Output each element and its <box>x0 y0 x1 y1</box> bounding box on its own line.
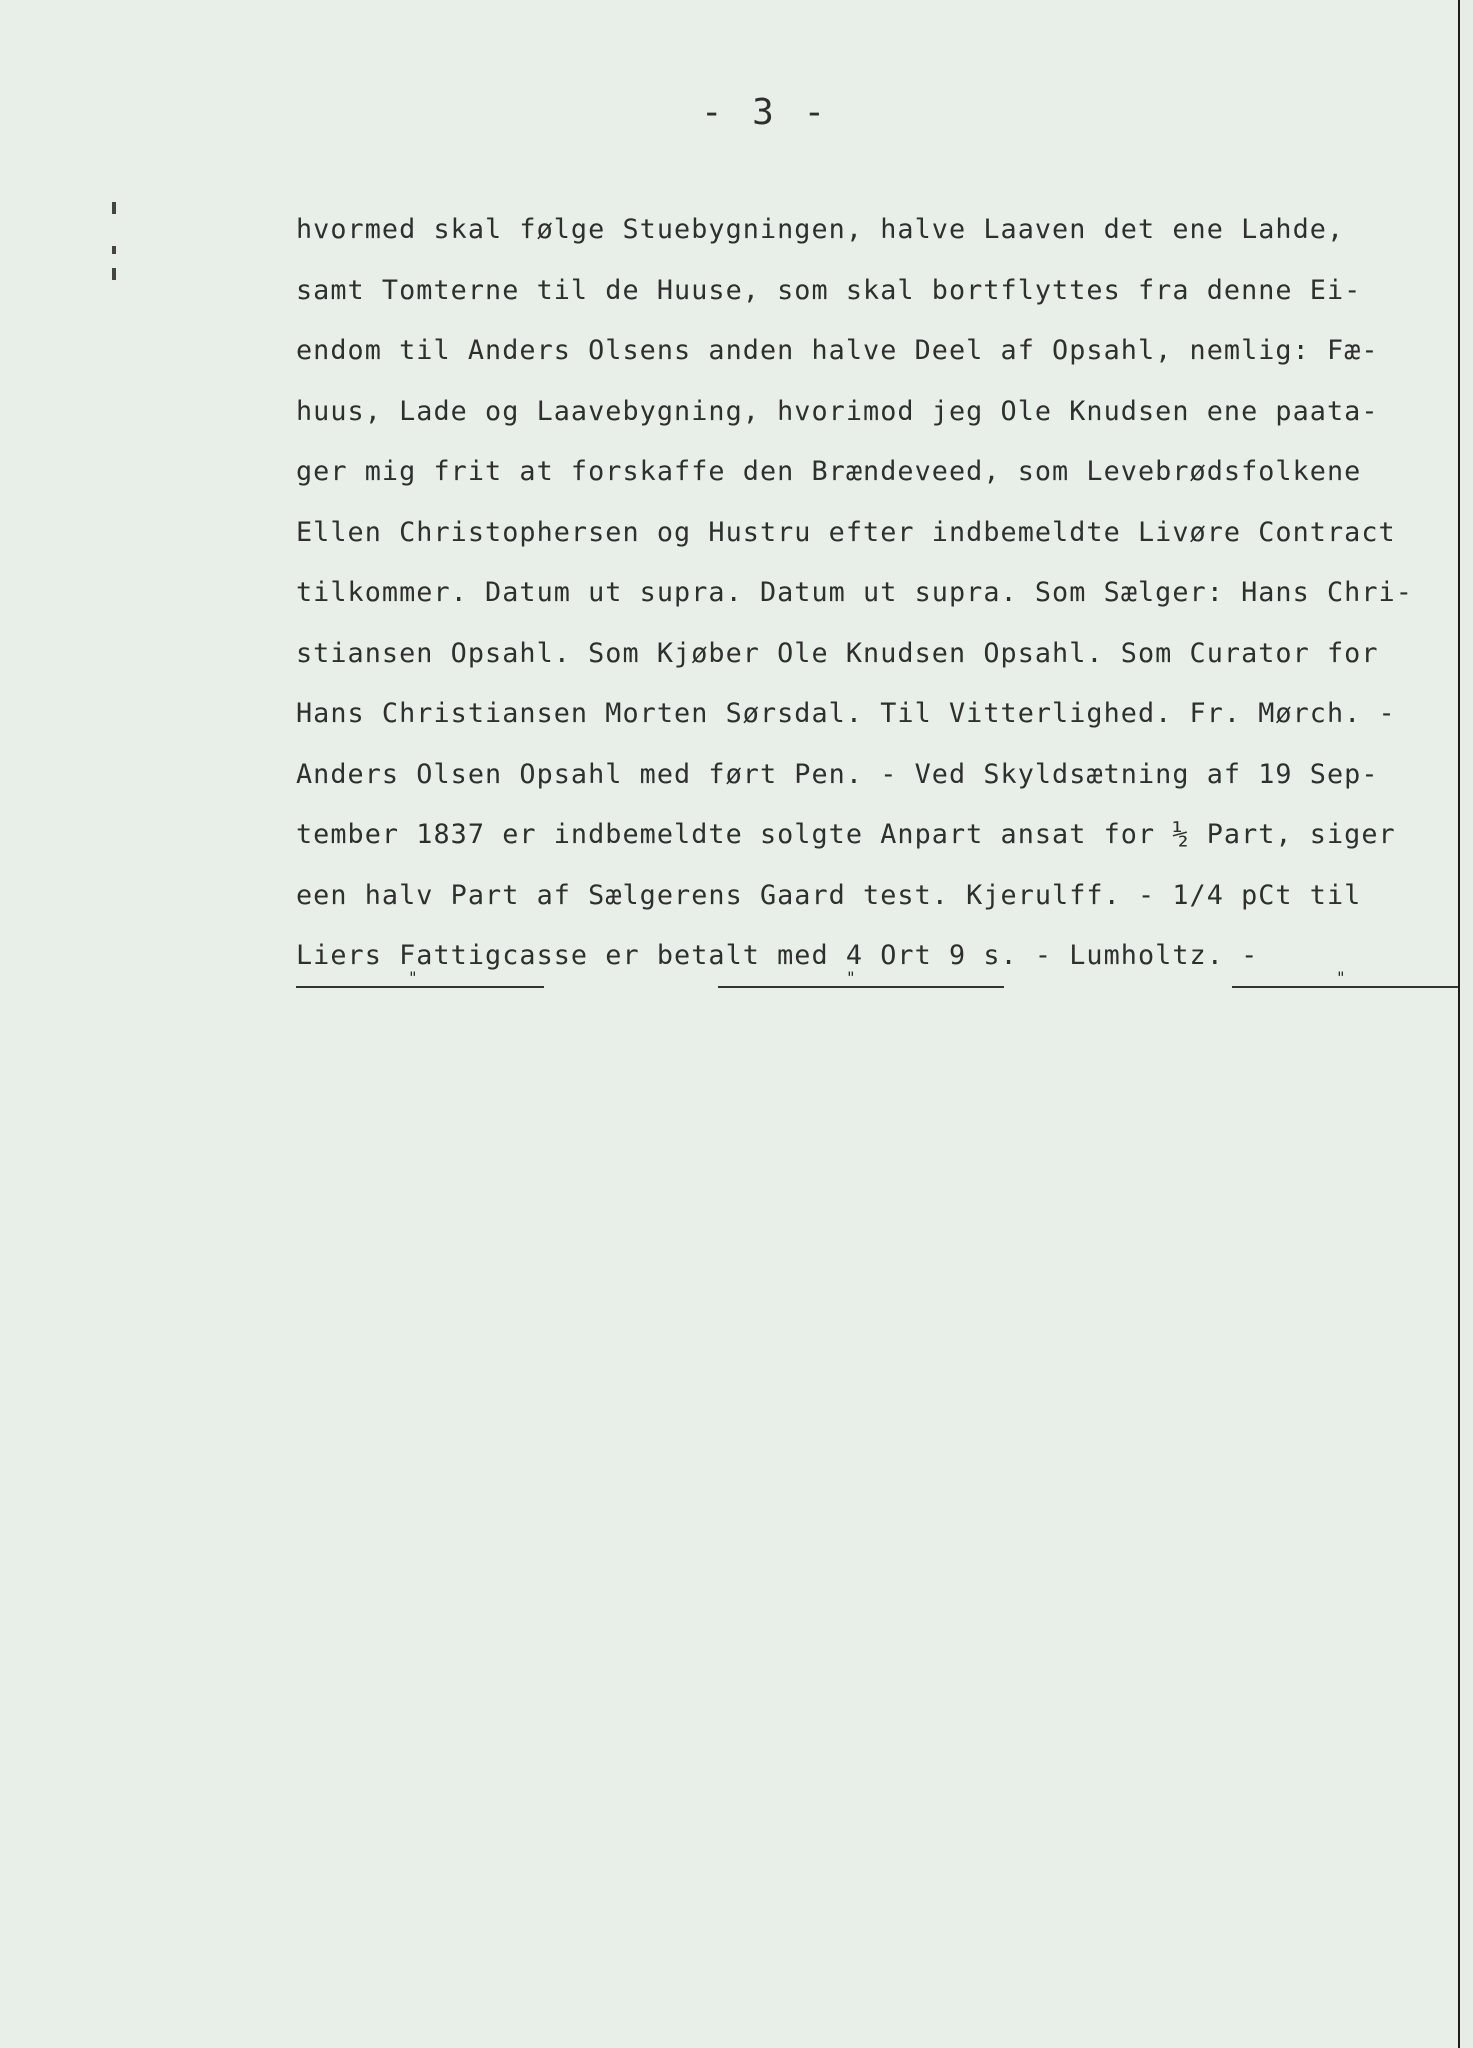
text-line: huus, Lade og Laavebygning, hvorimod jeg Ole Knudsen ene paata- <box>296 395 1379 427</box>
text-line: tilkommer. Datum ut supra. Datum ut supra. Som Sælger: Hans Chri- <box>296 577 1413 608</box>
separator-mark: " <box>408 968 418 987</box>
separator-line <box>296 968 544 988</box>
text-line: hvormed skal følge Stuebygningen, halve Laaven det ene Lahde, <box>296 214 1345 245</box>
text-line: endom til Anders Olsens anden halve Deel af Opsahl, nemlig: Fæ- <box>296 335 1379 366</box>
margin-mark <box>112 268 116 280</box>
text-line: Hans Christiansen Morten Sørsdal. Til Vitterlighed. Fr. Mørch. - <box>296 698 1396 729</box>
text-line: een halv Part af Sælgerens Gaard test. Kjerulff. - 1/4 pCt til <box>296 879 1362 911</box>
margin-mark <box>112 202 116 214</box>
separator-line <box>718 968 1004 988</box>
body-text <box>296 200 1466 987</box>
page-number: - 3 - <box>700 92 830 133</box>
text-line: Ellen Christophersen og Hustru efter indbemeldte Livøre Contract <box>296 516 1396 548</box>
separator-line <box>1232 968 1458 988</box>
text-line: Liers Fattigcasse er betalt med 4 Ort 9 s. - Lumholtz. - <box>296 940 1259 971</box>
margin-mark <box>112 246 116 254</box>
separator-mark: " <box>1336 968 1346 987</box>
text-line: samt Tomterne til de Huuse, som skal bortflyttes fra denne Ei- <box>296 274 1362 306</box>
separator-mark: " <box>846 968 856 987</box>
text-line: stiansen Opsahl. Som Kjøber Ole Knudsen Opsahl. Som Curator for <box>296 637 1379 669</box>
text-line: tember 1837 er indbemeldte solgte Anpart ansat for ½ Part, siger <box>296 819 1396 850</box>
text-line: Anders Olsen Opsahl med ført Pen. - Ved Skyldsætning af 19 Sep- <box>296 758 1379 790</box>
text-line: ger mig frit at forskaffe den Brændeveed, som Levebrødsfolkene <box>296 456 1362 487</box>
